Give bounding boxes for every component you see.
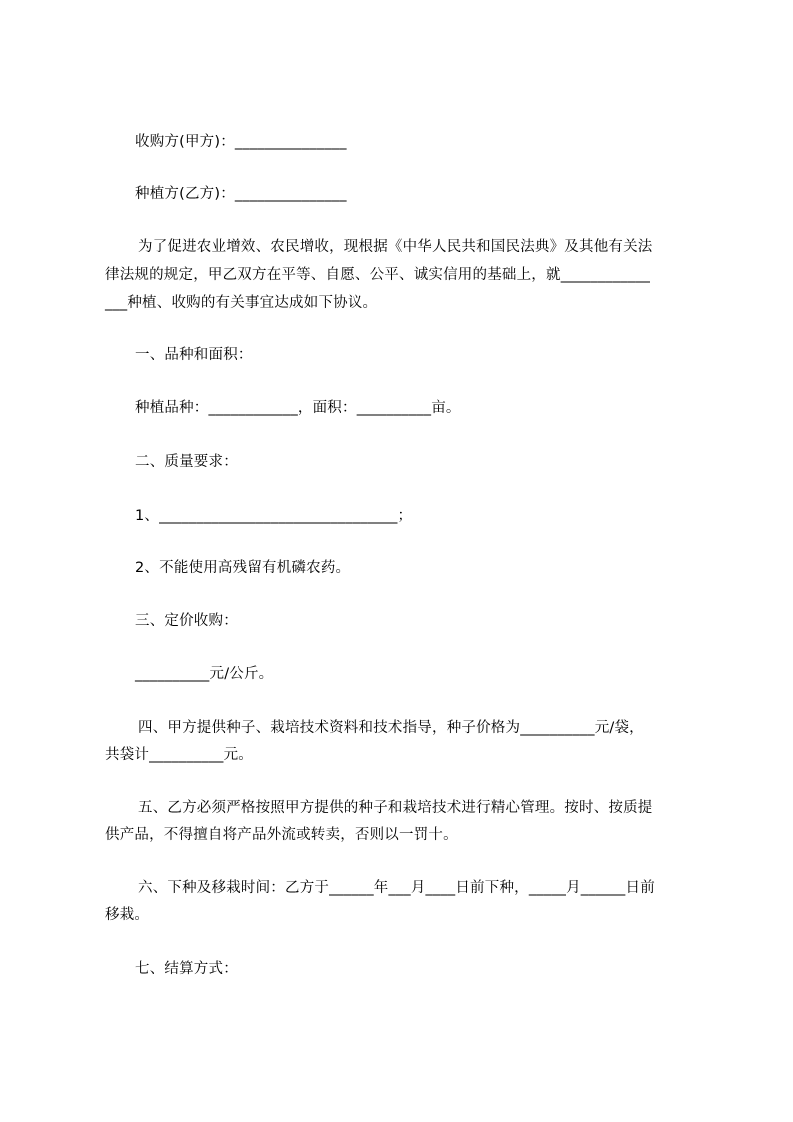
section-5-line-1: 五、乙方必须严格按照甲方提供的种子和栽培技术进行精心管理。按时、按质提 [138, 800, 653, 816]
section-5-line-2: 供产品，不得擅自将产品外流或转卖，否则以一罚十。 [105, 827, 458, 843]
preamble-line-3: ___种植、收购的有关事宜达成如下协议。 [105, 295, 378, 311]
section-2-title: 二、质量要求： [135, 454, 238, 470]
section-2-item-1: 1、________________________________； [135, 508, 413, 524]
grower-line: 种植方(乙方)：_______________ [135, 186, 347, 202]
buyer-line: 收购方(甲方)：_______________ [135, 134, 347, 150]
section-7-title: 七、结算方式： [135, 961, 238, 977]
section-3-price: __________元/公斤。 [135, 666, 274, 682]
preamble-line-1: 为了促进农业增效、农民增收，现根据《中华人民共和国民法典》及其他有关法 [138, 239, 653, 255]
section-1-variety-area: 种植品种：____________，面积：__________亩。 [135, 400, 461, 416]
section-1-title: 一、品种和面积： [135, 347, 253, 363]
section-2-item-2: 2、不能使用高残留有机磷农药。 [135, 560, 351, 576]
section-3-title: 三、定价收购： [135, 613, 238, 629]
preamble-line-2: 律法规的规定，甲乙双方在平等、自愿、公平、诚实信用的基础上，就____________ [105, 267, 651, 283]
section-4-line-1: 四、甲方提供种子、栽培技术资料和技术指导，种子价格为__________元/袋， [138, 720, 644, 736]
section-6-line-2: 移栽。 [105, 907, 150, 923]
section-4-line-2: 共袋计__________元。 [105, 747, 253, 763]
section-6-line-1: 六、下种及移栽时间：乙方于______年___月____日前下种，_____月______日前 [138, 880, 655, 896]
